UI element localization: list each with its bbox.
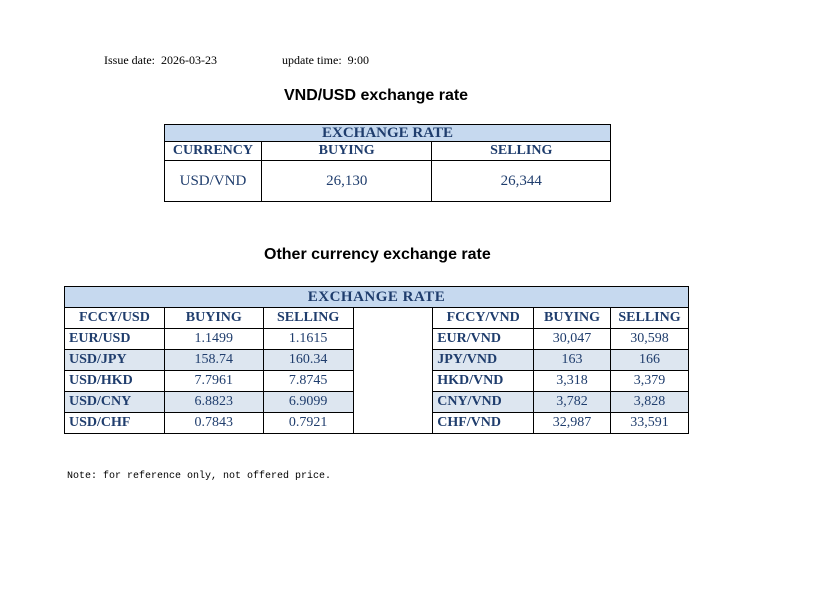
selling-cell: 26,344	[432, 161, 611, 202]
col-currency: CURRENCY	[165, 142, 262, 161]
buying-cell: 26,130	[261, 161, 432, 202]
left-buy-cell: 158.74	[164, 350, 263, 371]
col-buying: BUYING	[261, 142, 432, 161]
left-pair-cell: USD/JPY	[65, 350, 165, 371]
right-buy-cell: 32,987	[534, 413, 611, 434]
right-pair-cell: CHF/VND	[433, 413, 534, 434]
col-selling: SELLING	[432, 142, 611, 161]
col-right-buying: BUYING	[534, 308, 611, 329]
issue-date	[104, 53, 217, 68]
right-pair-cell: EUR/VND	[433, 329, 534, 350]
left-buy-cell: 1.1499	[164, 329, 263, 350]
column-gap	[353, 308, 433, 329]
right-buy-cell: 30,047	[534, 329, 611, 350]
column-gap	[353, 392, 433, 413]
left-buy-cell: 7.7961	[164, 371, 263, 392]
col-right-selling: SELLING	[611, 308, 689, 329]
right-buy-cell: 3,318	[534, 371, 611, 392]
table-row	[65, 371, 689, 392]
right-sell-cell: 3,828	[611, 392, 689, 413]
table-row	[65, 350, 689, 371]
left-sell-cell: 6.9099	[263, 392, 353, 413]
left-buy-cell: 6.8823	[164, 392, 263, 413]
left-pair-cell: USD/CHF	[65, 413, 165, 434]
reference-note: Note: for reference only, not offered price.	[67, 471, 332, 482]
update-time	[282, 53, 369, 68]
currency-cell: USD/VND	[165, 161, 262, 202]
table-row	[65, 413, 689, 434]
issue-date-label: Issue date:	[104, 53, 155, 67]
other-table-title: EXCHANGE RATE	[65, 287, 689, 308]
right-sell-cell: 166	[611, 350, 689, 371]
right-sell-cell: 33,591	[611, 413, 689, 434]
right-pair-cell: JPY/VND	[433, 350, 534, 371]
right-buy-cell: 3,782	[534, 392, 611, 413]
right-buy-cell: 163	[534, 350, 611, 371]
right-pair-cell: CNY/VND	[433, 392, 534, 413]
vnd-usd-table-title: EXCHANGE RATE	[165, 125, 611, 142]
other-currency-heading: Other currency exchange rate	[264, 246, 491, 263]
left-pair-cell: EUR/USD	[65, 329, 165, 350]
vnd-usd-table	[164, 124, 611, 202]
right-sell-cell: 30,598	[611, 329, 689, 350]
update-time-value: 9:00	[347, 53, 369, 67]
right-sell-cell: 3,379	[611, 371, 689, 392]
table-row	[65, 329, 689, 350]
col-left-selling: SELLING	[263, 308, 353, 329]
left-sell-cell: 0.7921	[263, 413, 353, 434]
left-buy-cell: 0.7843	[164, 413, 263, 434]
column-gap	[353, 329, 433, 350]
left-pair-cell: USD/CNY	[65, 392, 165, 413]
table-row	[65, 392, 689, 413]
vnd-usd-heading: VND/USD exchange rate	[284, 87, 469, 104]
table-row	[165, 161, 611, 202]
left-pair-cell: USD/HKD	[65, 371, 165, 392]
col-fccy-vnd: FCCY/VND	[433, 308, 534, 329]
left-sell-cell: 7.8745	[263, 371, 353, 392]
left-sell-cell: 1.1615	[263, 329, 353, 350]
column-gap	[353, 350, 433, 371]
col-fccy-usd: FCCY/USD	[65, 308, 165, 329]
right-pair-cell: HKD/VND	[433, 371, 534, 392]
column-gap	[353, 371, 433, 392]
column-gap	[353, 413, 433, 434]
col-left-buying: BUYING	[164, 308, 263, 329]
update-time-label: update time:	[282, 53, 342, 67]
issue-date-value: 2026-03-23	[160, 53, 217, 67]
left-sell-cell: 160.34	[263, 350, 353, 371]
other-currency-table	[64, 286, 689, 434]
